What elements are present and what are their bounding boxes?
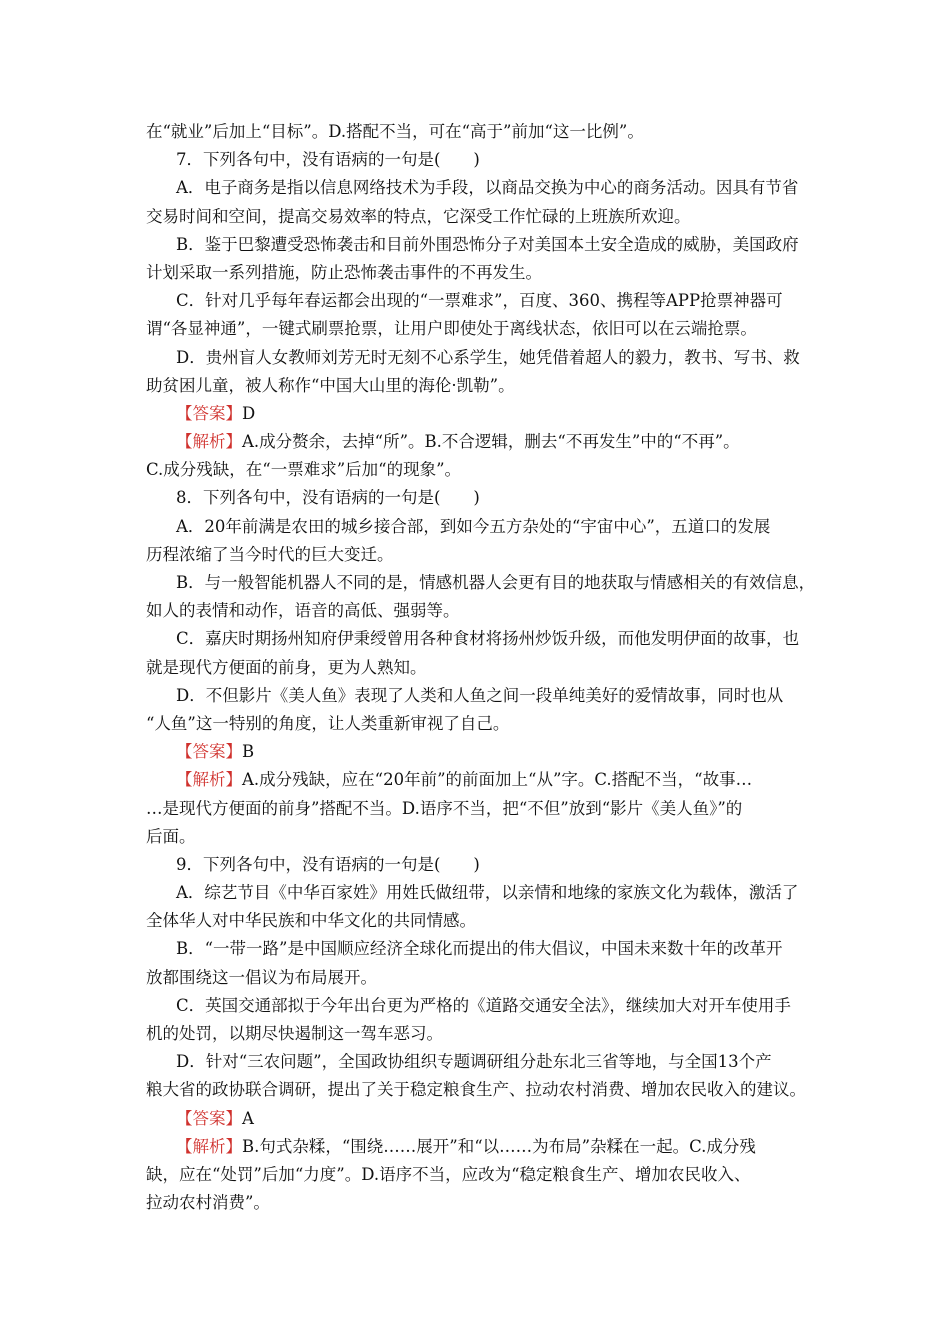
line-text: B．鉴于巴黎遭受恐怖袭击和目前外围恐怖分子对美国本土安全造成的威胁，美国政府 xyxy=(176,234,799,254)
text-line xyxy=(146,1048,814,1076)
line-text: 缺，应在“处罚”后加“力度”。D.语序不当，应改为“稳定粮食生产、增加农民收入、 xyxy=(146,1164,751,1184)
text-line xyxy=(146,625,814,653)
text-line xyxy=(146,372,814,400)
line-text: 谓“各显神通”，一键式刷票抢票，让用户即使处于离线状态，依旧可以在云端抢票。 xyxy=(146,319,757,339)
line-text: 在“就业”后加上“目标”。D.搭配不当，可在“高于”前加“这一比例”。 xyxy=(146,122,644,141)
answer-line xyxy=(146,738,814,766)
text-line xyxy=(146,344,814,372)
text-line xyxy=(146,174,814,202)
document-body xyxy=(146,118,814,1217)
line-text: B xyxy=(242,742,255,762)
text-line xyxy=(146,146,814,174)
line-text: 计划采取一系列措施，防止恐怖袭击事件的不再发生。 xyxy=(146,262,542,282)
line-text: 9．下列各句中，没有语病的一句是( ) xyxy=(176,854,480,874)
line-text: D．贵州盲人女教师刘芳无时无刻不心系学生，她凭借着超人的毅力，教书、写书、救 xyxy=(176,347,800,367)
line-text: B．与一般智能机器人不同的是，情感机器人会更有目的地获取与情感相关的有效信息， xyxy=(176,573,816,592)
line-text: C．针对几乎每年春运都会出现的“一票难求”，百度、360、携程等APP抢票神器可 xyxy=(176,291,783,311)
answer-label: 【答案】 xyxy=(176,403,242,423)
answer-line xyxy=(146,1105,814,1133)
text-line xyxy=(146,1020,814,1048)
text-line xyxy=(146,541,814,569)
analysis-label: 【解析】 xyxy=(176,432,242,452)
text-line xyxy=(146,118,814,146)
text-line xyxy=(146,682,814,710)
text-line xyxy=(146,964,814,992)
line-text: A.成分残缺，应在“20年前”的前面加上“从”字。C.搭配不当，“故事… xyxy=(242,770,753,790)
analysis-label: 【解析】 xyxy=(176,770,242,790)
text-line xyxy=(146,879,814,907)
text-line xyxy=(146,569,814,597)
line-text: 助贫困儿童，被人称作“中国大山里的海伦·凯勒”。 xyxy=(146,375,515,395)
analysis-line xyxy=(146,1133,814,1161)
line-text: D xyxy=(242,403,256,423)
text-line xyxy=(146,851,814,879)
text-line xyxy=(146,456,814,484)
line-text: A．20年前满是农田的城乡接合部，到如今五方杂处的“宇宙中心”，五道口的发展 xyxy=(176,516,771,536)
line-text: A xyxy=(242,1108,254,1128)
answer-label: 【答案】 xyxy=(176,1108,242,1128)
answer-line xyxy=(146,400,814,428)
line-text: 后面。 xyxy=(146,826,196,846)
line-text: 交易时间和空间，提高交易效率的特点，它深受工作忙碌的上班族所欢迎。 xyxy=(146,206,691,226)
line-text: C．英国交通部拟于今年出台更为严格的《道路交通安全法》，继续加大对开车使用手 xyxy=(176,995,791,1015)
line-text: 放都围绕这一倡议为布局展开。 xyxy=(146,967,377,987)
text-line xyxy=(146,907,814,935)
text-line xyxy=(146,484,814,512)
text-line xyxy=(146,710,814,738)
text-line xyxy=(146,992,814,1020)
analysis-line xyxy=(146,428,814,456)
line-text: 7．下列各句中，没有语病的一句是( ) xyxy=(176,150,480,170)
text-line xyxy=(146,795,814,823)
line-text: 机的处罚，以期尽快遏制这一驾车恶习。 xyxy=(146,1024,443,1043)
line-text: B．“一带一路”是中国顺应经济全球化而提出的伟大倡议，中国未来数十年的改革开 xyxy=(176,939,783,959)
text-line xyxy=(146,287,814,315)
line-text: C．嘉庆时期扬州知府伊秉绶曾用各种食材将扬州炒饭升级，而他发明伊面的故事，也 xyxy=(176,629,800,649)
line-text: 历程浓缩了当今时代的巨大变迁。 xyxy=(146,544,394,564)
text-line xyxy=(146,231,814,259)
line-text: D．针对“三农问题”，全国政协组织专题调研组分赴东北三省等地，与全国13个产 xyxy=(176,1052,772,1072)
line-text: 如人的表情和动作，语音的高低、强弱等。 xyxy=(146,601,460,621)
text-line xyxy=(146,654,814,682)
line-text: “人鱼”这一特别的角度，让人类重新审视了自己。 xyxy=(146,713,510,733)
text-line xyxy=(146,513,814,541)
text-line xyxy=(146,315,814,343)
line-text: 8．下列各句中，没有语病的一句是( ) xyxy=(176,488,480,508)
text-line xyxy=(146,1189,814,1217)
line-text: C.成分残缺，在“一票难求”后加“的现象”。 xyxy=(146,460,462,480)
text-line xyxy=(146,203,814,231)
line-text: A.成分赘余，去掉“所”。B.不合逻辑，删去“不再发生”中的“不再”。 xyxy=(242,432,740,452)
line-text: B.句式杂糅，“围绕……展开”和“以……为布局”杂糅在一起。C.成分残 xyxy=(242,1136,756,1156)
text-line xyxy=(146,1076,814,1104)
analysis-line xyxy=(146,766,814,794)
line-text: 拉动农村消费”。 xyxy=(146,1193,270,1213)
line-text: A．电子商务是指以信息网络技术为手段，以商品交换为中心的商务活动。因具有节省 xyxy=(176,178,799,198)
analysis-label: 【解析】 xyxy=(176,1136,242,1156)
text-line xyxy=(146,597,814,625)
line-text: …是现代方便面的前身”搭配不当。D.语序不当，把“不但”放到“影片《美人鱼》”的 xyxy=(146,798,743,818)
line-text: A．综艺节目《中华百家姓》用姓氏做纽带，以亲情和地缘的家族文化为载体，激活了 xyxy=(176,883,799,903)
line-text: D．不但影片《美人鱼》表现了人类和人鱼之间一段单纯美好的爱情故事，同时也从 xyxy=(176,685,784,705)
text-line xyxy=(146,259,814,287)
text-line xyxy=(146,823,814,851)
text-line xyxy=(146,1161,814,1189)
line-text: 粮大省的政协联合调研，提出了关于稳定粮食生产、拉动农村消费、增加农民收入的建议。 xyxy=(146,1080,806,1100)
text-line xyxy=(146,935,814,963)
line-text: 就是现代方便面的前身，更为人熟知。 xyxy=(146,657,427,677)
answer-label: 【答案】 xyxy=(176,742,242,762)
line-text: 全体华人对中华民族和中华文化的共同情感。 xyxy=(146,911,476,931)
